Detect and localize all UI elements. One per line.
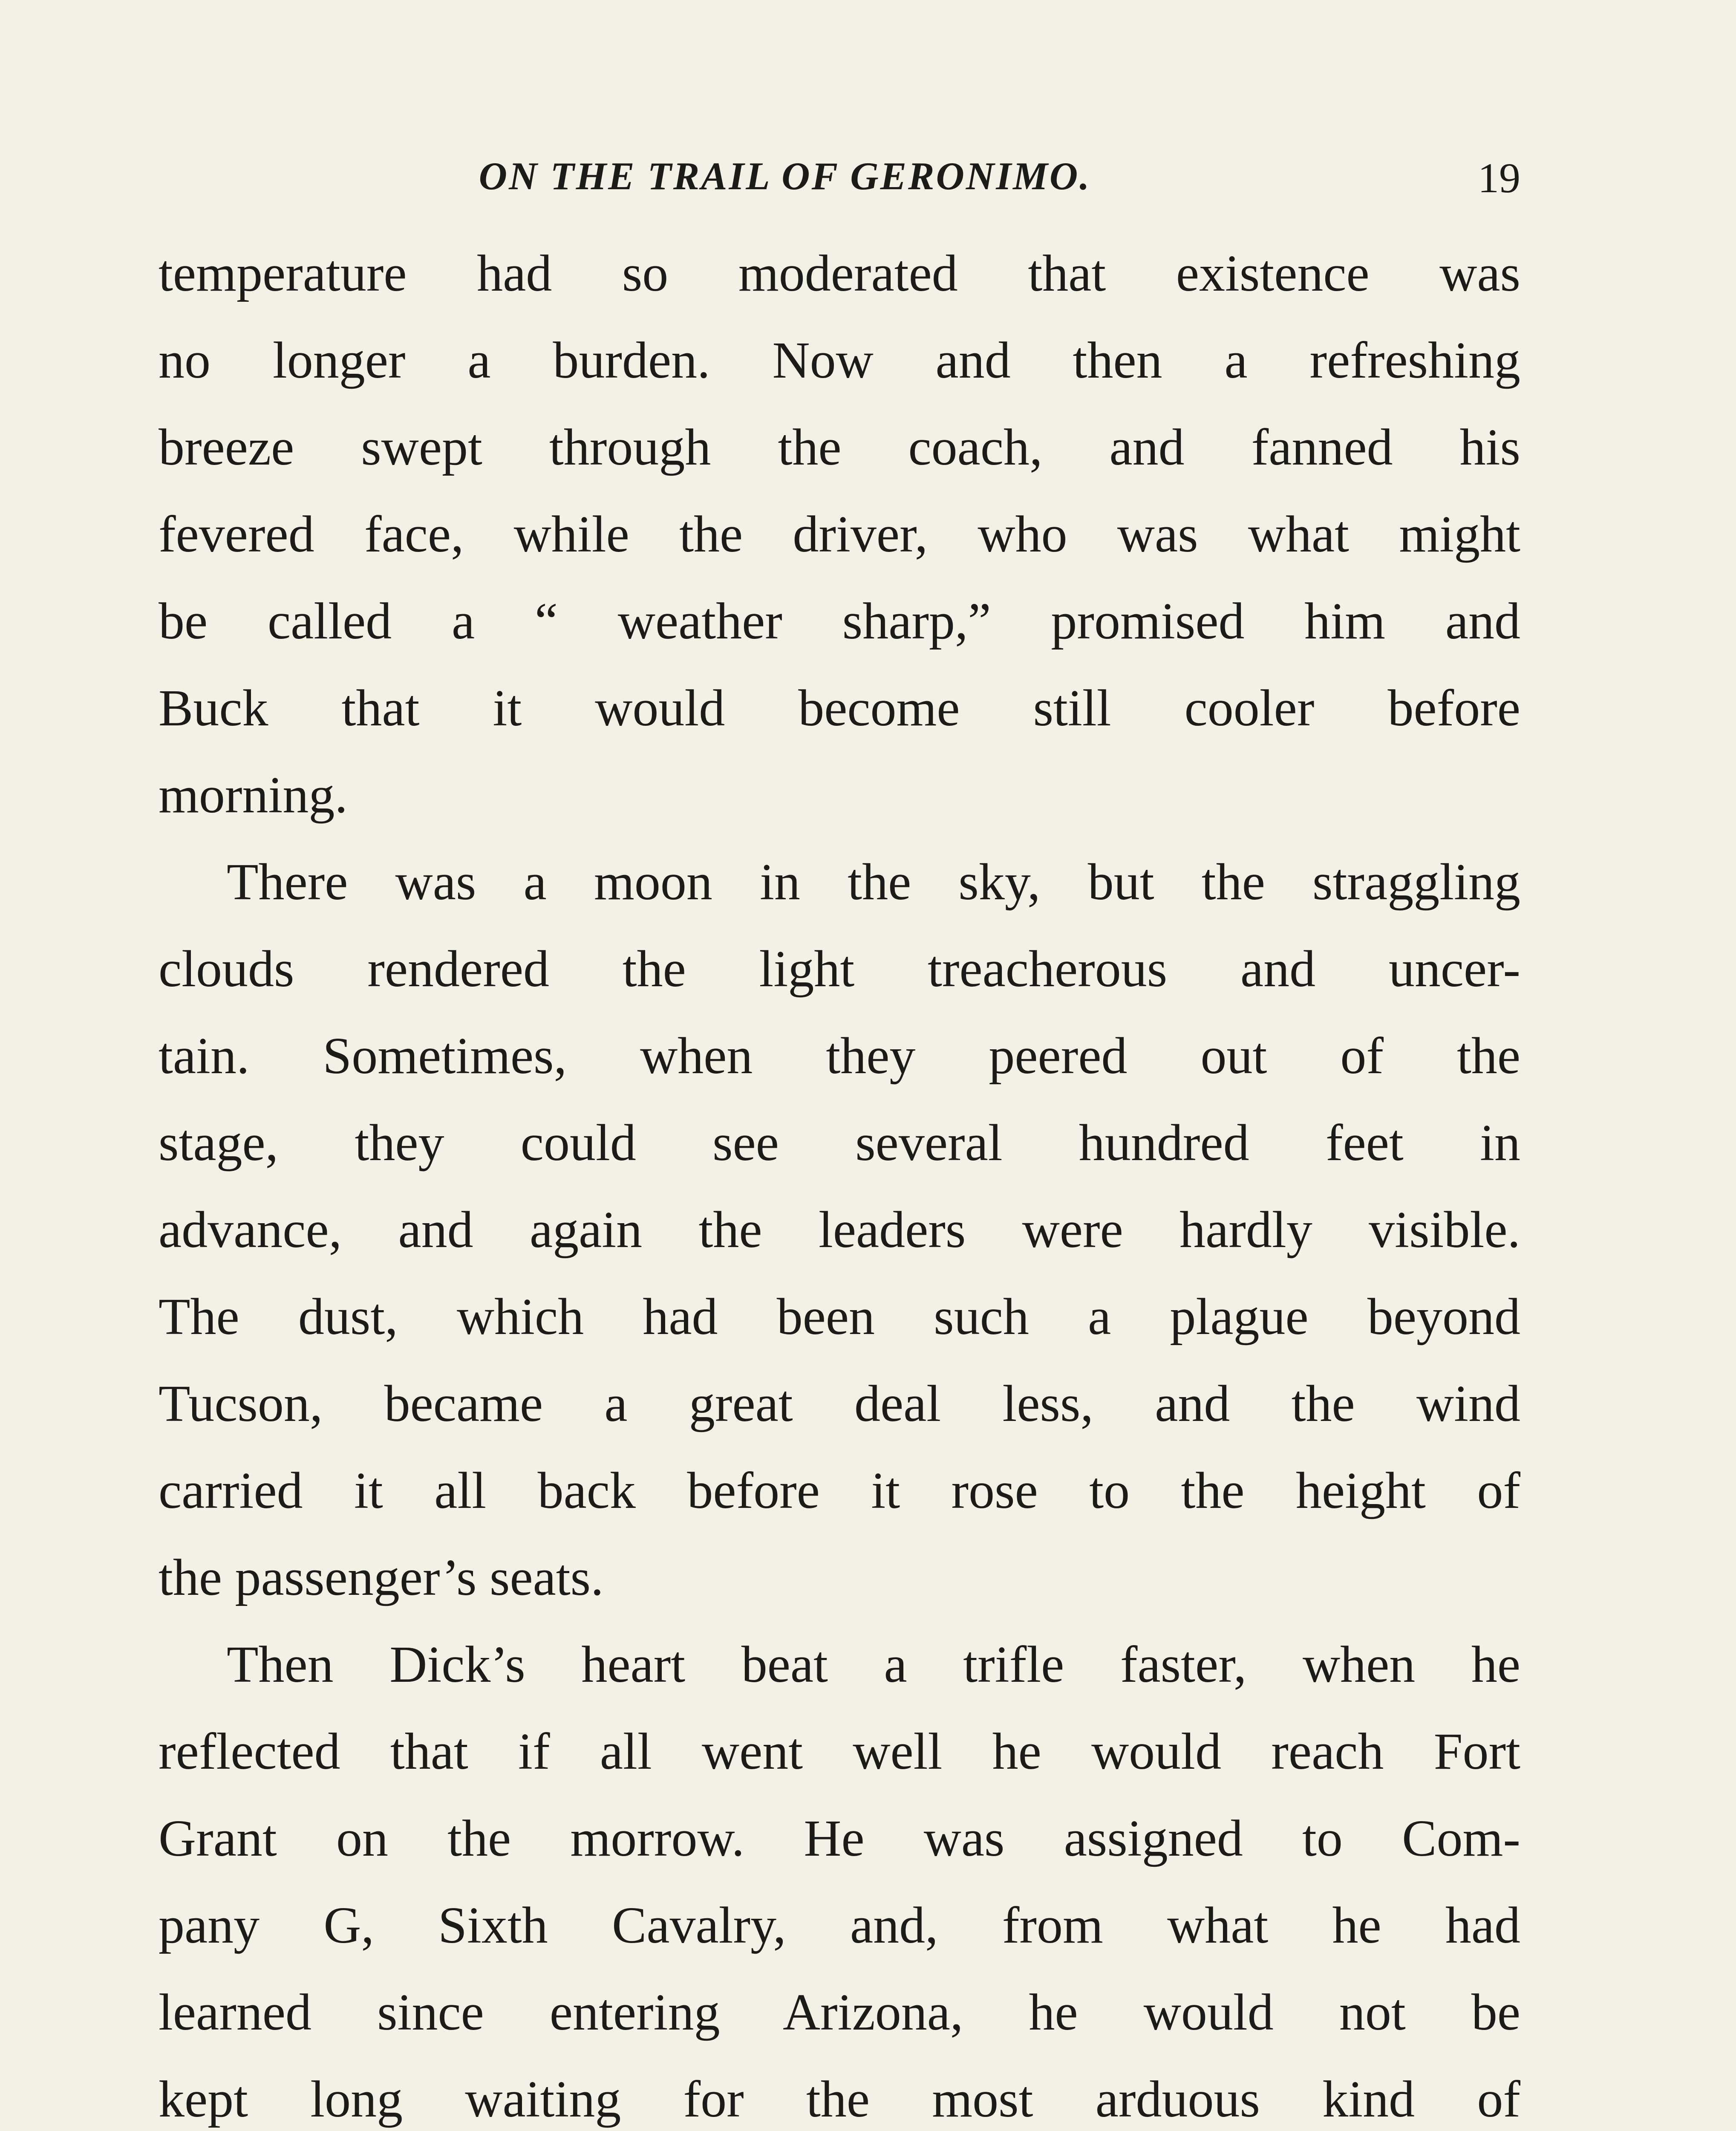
text-line: tain. Sometimes, when they peered out of the [159, 1027, 1520, 1085]
text-line: learned since entering Arizona, he would not be [159, 1984, 1520, 2041]
text-line: be called a “ weather sharp,” promised him and [159, 592, 1520, 650]
text-line: Tucson, became a great deal less, and the wind [159, 1375, 1520, 1432]
text-line: Then Dick’s heart beat a trifle faster, when he [227, 1636, 1520, 1693]
text-line: Buck that it would become still cooler before [159, 679, 1520, 737]
text-line: temperature had so moderated that existence was [159, 245, 1520, 302]
text-line: Grant on the morrow. He was assigned to Com- [159, 1810, 1520, 1867]
body-text [159, 230, 1520, 2131]
text-line: stage, they could see several hundred feet in [159, 1114, 1520, 1172]
text-line: The dust, which had been such a plague beyond [159, 1288, 1520, 1346]
page-number: 19 [1478, 154, 1520, 202]
text-line: reflected that if all went well he would reach Fort [159, 1723, 1520, 1780]
text-line: pany G, Sixth Cavalry, and, from what he had [159, 1897, 1520, 1954]
running-head [159, 153, 1520, 213]
text-line: no longer a burden. Now and then a refreshing [159, 332, 1520, 389]
text-line: advance, and again the leaders were hardly visible. [159, 1201, 1520, 1259]
text-line: There was a moon in the sky, but the straggling [227, 853, 1520, 911]
text-line: clouds rendered the light treacherous and uncer- [159, 940, 1520, 998]
text-line: kept long waiting for the most arduous kind of [159, 2070, 1520, 2128]
text-line: breeze swept through the coach, and fanned his [159, 419, 1520, 476]
running-title: ON THE TRAIL OF GERONIMO. [479, 154, 1091, 198]
text-line: morning. [159, 766, 348, 824]
text-line: the passenger’s seats. [159, 1549, 604, 1606]
text-line: fevered face, while the driver, who was what might [159, 505, 1520, 563]
text-line: carried it all back before it rose to the height of [159, 1462, 1520, 1519]
